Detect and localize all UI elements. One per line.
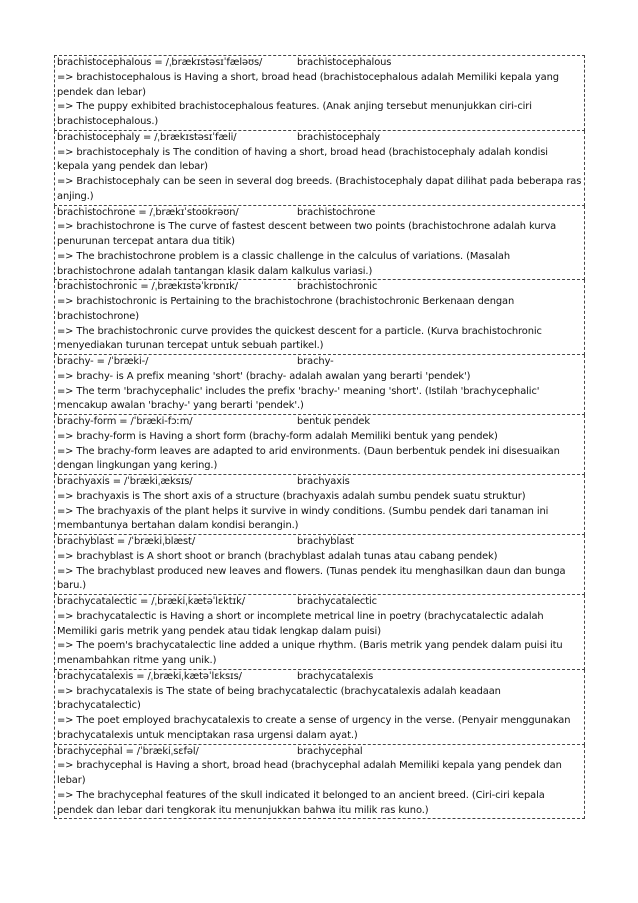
entry-example: => The brachycephal features of the skull indicated it belonged to an ancient breed. (Ciri-ciri kepala pendek dan lebar dari tengkorak itu menunjukkan bahwa itu milik ras kuno.) [57,789,545,816]
dictionary-entry [54,745,585,820]
entry-example: => The poem's brachycatalectic line added a unique rhythm. (Baris metrik yang pendek dalam puisi itu menambahkan ritme yang unik.) [57,640,563,666]
entry-definition: => brachycatalectic is Having a short or incomplete metrical line in poetry (brachycatalectic adalah Memiliki garis metrik yang pendek atau tidak lengkap dalam puisi) [57,610,544,637]
entry-translation: brachyblast [297,536,354,547]
dictionary-entry [54,355,585,415]
entry-definition: => brachyblast is A short shoot or branch (brachyblast adalah tunas atau cabang pendek) [57,550,498,562]
entry-translation: brachyaxis [297,476,350,487]
entry-translation: brachistochronic [297,281,378,293]
entry-example: => Brachistocephaly can be seen in several dog breeds. (Brachistocephaly dapat dilihat pada beberapa ras anjing.) [57,176,582,202]
entry-headword: brachistocephalous = /ˌbrækɪstəsɪˈfæləʊs/ [57,57,263,68]
entry-headword: brachy-form = /ˈbræki-fɔːm/ [57,416,193,427]
dictionary-entry [54,280,585,355]
entry-definition: => brachy- is A prefix meaning 'short' (brachy- adalah awalan yang berarti 'pendek') [57,370,471,382]
entry-example: => The brachistochronic curve provides the quickest descent for a particle. (Kurva brachistochronic menyediakan turunan tercepat untuk sebuah partikel.) [57,325,542,352]
entry-translation: brachycatalexis [297,670,374,682]
entry-headword: brachistochronic = /ˌbrækɪstəˈkrɒnɪk/ [57,281,239,293]
entry-headword: brachycatalectic = /ˌbrækiˌkætəˈlɛktɪk/ [57,596,245,607]
dictionary-entry [54,595,585,670]
entry-headword: brachistochrone = /ˌbrækɪˈstoʊkrəʊn/ [57,206,239,218]
entry-example: => The brachyblast produced new leaves and flowers. (Tunas pendek itu menghasilkan daun dan bunga baru.) [57,565,566,592]
entry-example: => The puppy exhibited brachistocephalous features. (Anak anjing tersebut menunjukkan ciri-ciri brachistocephalous.) [57,101,532,127]
entry-header [57,475,582,490]
entry-definition: => brachycephal is Having a short, broad head (brachycephal adalah Memiliki kepala yang pendek dan lebar) [57,760,562,786]
entry-header [57,56,582,71]
entry-definition: => brachistocephalous is Having a short, broad head (brachistocephalous adalah Memiliki kepala yang pendek dan lebar) [57,71,559,98]
entry-translation: brachistochrone [297,206,376,218]
entry-definition: => brachistocephaly is The condition of having a short, broad head (brachistocephaly adalah kondisi kepala yang pendek dan lebar) [57,146,548,173]
entry-translation: brachycephal [297,745,363,757]
entry-example: => The term 'brachycephalic' includes the prefix 'brachy-' meaning 'short'. (Istilah 'brachycephalic' mencakup awalan 'brachy-' yang berarti 'pendek'.) [57,385,540,412]
entry-translation: brachistocephaly [297,131,380,143]
entry-translation: brachistocephalous [297,57,392,68]
dictionary-entry [54,55,585,131]
entry-translation: bentuk pendek [297,416,370,427]
entry-headword: brachyblast = /ˈbrækiˌblæst/ [57,536,196,547]
entry-header [57,745,582,760]
entry-header [57,131,582,146]
dictionary-entry [54,475,585,535]
entry-definition: => brachycatalexis is The state of being brachycatalectic (brachycatalexis adalah keadaan brachycatalectic) [57,685,501,712]
entry-headword: brachyaxis = /ˈbrækiˌæksɪs/ [57,476,193,487]
entry-example: => The brachy-form leaves are adapted to arid environments. (Daun berbentuk pendek ini disesuaikan dengan lingkungan yang kering.) [57,445,560,472]
entry-header [57,535,582,550]
dictionary-entry [54,415,585,475]
entry-translation: brachy- [297,356,334,367]
entry-example: => The poet employed brachycatalexis to create a sense of urgency in the verse. (Penyair menggunakan brachycatalexis untuk menciptakan rasa urgensi dalam ayat.) [57,715,571,741]
entry-header [57,206,582,221]
entry-translation: brachycatalectic [297,596,378,607]
entry-example: => The brachistochrone problem is a classic challenge in the calculus of variations. (Masalah brachistochrone adalah tantangan klasik dalam kalkulus variasi.) [57,250,510,277]
entry-header [57,595,582,610]
dictionary-list [54,55,585,819]
entry-headword: brachycatalexis = /ˌbrækiˌkætəˈlɛksɪs/ [57,670,242,682]
entry-definition: => brachyaxis is The short axis of a structure (brachyaxis adalah sumbu pendek suatu struktur) [57,490,526,502]
entry-definition: => brachy-form is Having a short form (brachy-form adalah Memiliki bentuk yang pendek) [57,430,498,442]
dictionary-entry [54,670,585,745]
entry-headword: brachy- = /ˈbræki-/ [57,356,149,367]
entry-header [57,670,582,685]
entry-header [57,415,582,430]
entry-header [57,355,582,370]
dictionary-entry [54,131,585,206]
entry-header [57,280,582,295]
entry-headword: brachycephal = /ˈbrækiˌsɛfəl/ [57,745,199,757]
dictionary-entry [54,535,585,595]
entry-headword: brachistocephaly = /ˌbrækɪstəsɪˈfæli/ [57,131,237,143]
entry-definition: => brachistochrone is The curve of fastest descent between two points (brachistochrone adalah kurva penurunan tercepat antara dua titik) [57,221,557,247]
entry-definition: => brachistochronic is Pertaining to the brachistochrone (brachistochronic Berkenaan dengan brachistochrone) [57,296,515,322]
dictionary-entry [54,206,585,281]
entry-example: => The brachyaxis of the plant helps it survive in windy conditions. (Sumbu pendek dari tanaman ini membantunya bertahan dalam kondisi berangin.) [57,505,549,532]
